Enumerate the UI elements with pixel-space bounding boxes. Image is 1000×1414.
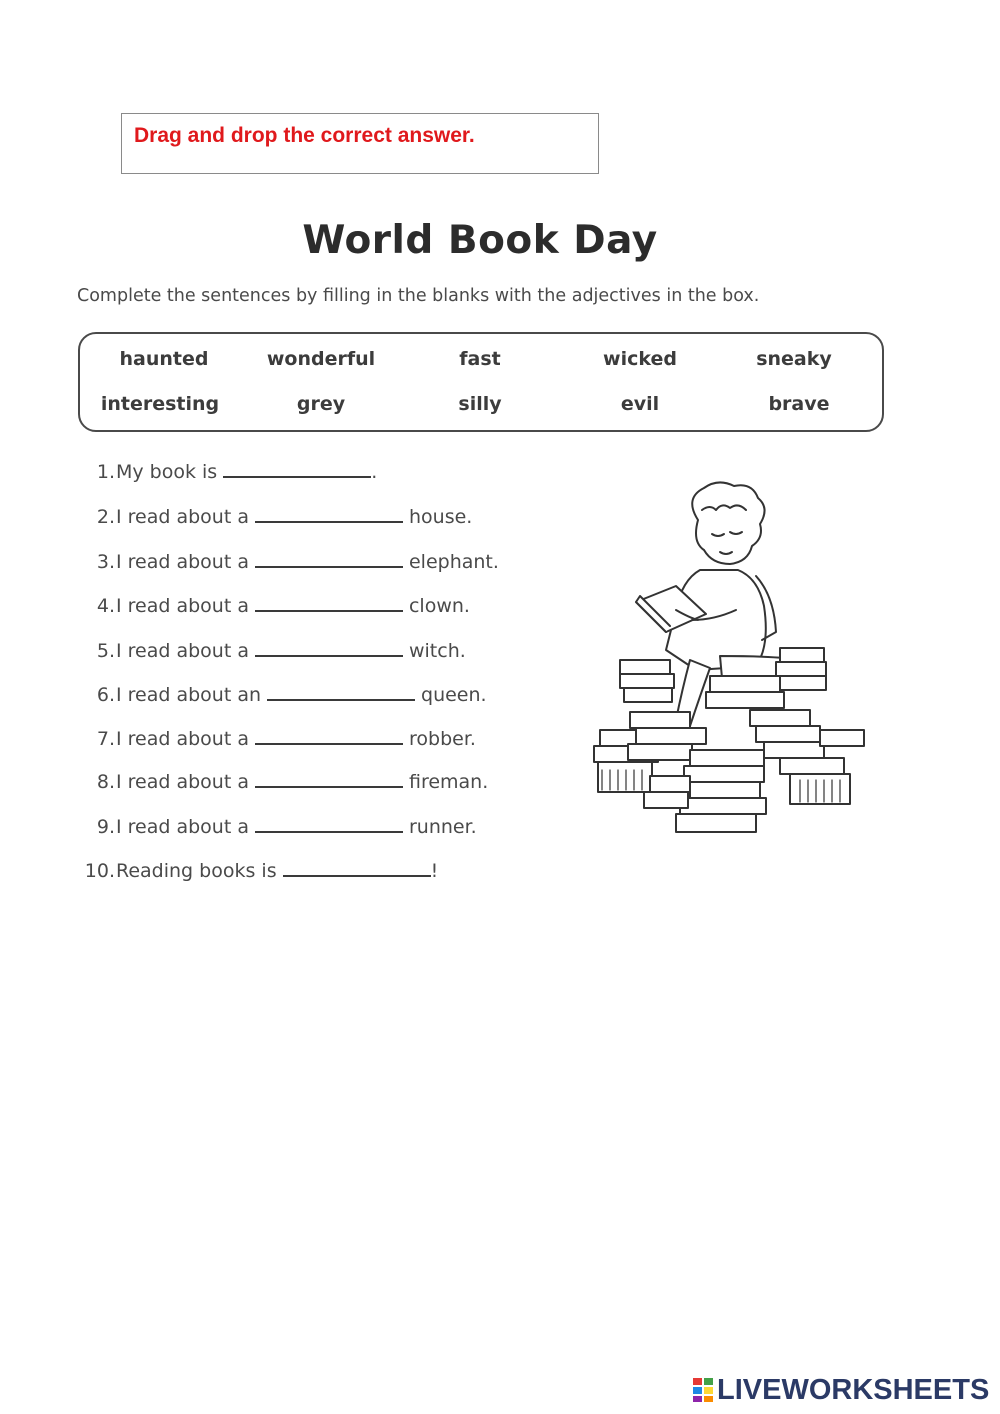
answer-blank[interactable]: [283, 853, 431, 877]
question-row: [75, 499, 472, 529]
answer-blank[interactable]: [223, 454, 371, 478]
question-text-before: My book is: [116, 461, 218, 483]
question-text-after: !: [430, 860, 439, 882]
word-brave[interactable]: brave: [768, 393, 830, 415]
question-row: [75, 764, 488, 794]
answer-blank[interactable]: [255, 633, 403, 657]
answer-blank[interactable]: [255, 588, 403, 612]
word-grey[interactable]: grey: [296, 393, 346, 415]
question-text-after: robber.: [408, 728, 476, 750]
question-row: [75, 853, 438, 883]
question-number: 1.: [96, 461, 115, 483]
question-text-after: elephant.: [408, 551, 499, 573]
subtitle: Complete the sentences by filling in the blanks with the adjectives in the box.: [77, 286, 760, 306]
question-text-before: I read about a: [116, 816, 249, 838]
question-text-after: house.: [408, 506, 473, 528]
question-text-before: I read about a: [116, 640, 249, 662]
question-number: 2.: [96, 506, 115, 528]
answer-blank[interactable]: [267, 677, 415, 701]
question-text-after: .: [371, 461, 378, 483]
question-row: [75, 677, 487, 707]
question-text-after: clown.: [408, 595, 470, 617]
answer-blank[interactable]: [255, 544, 403, 568]
question-text-after: witch.: [408, 640, 466, 662]
question-text-before: I read about an: [116, 684, 262, 706]
question-text-before: I read about a: [116, 551, 249, 573]
question-text-before: Reading books is: [116, 860, 277, 882]
word-evil[interactable]: evil: [620, 393, 660, 415]
instruction-box: [121, 113, 599, 174]
liveworksheets-logo-icon: [692, 1377, 714, 1403]
boy-reading-on-books-illustration: [580, 480, 880, 850]
question-row: [75, 454, 377, 484]
question-number: 9.: [96, 816, 115, 838]
question-text-after: queen.: [421, 684, 487, 706]
word-sneaky[interactable]: sneaky: [756, 348, 832, 370]
question-text-after: runner.: [408, 816, 477, 838]
word-interesting[interactable]: interesting: [100, 393, 220, 415]
word-wonderful[interactable]: wonderful: [266, 348, 376, 370]
word-silly[interactable]: silly: [458, 393, 502, 415]
liveworksheets-logo[interactable]: [692, 1373, 989, 1407]
instruction-text: Drag and drop the correct answer.: [134, 124, 475, 147]
word-wicked[interactable]: wicked: [603, 348, 677, 370]
question-text-before: I read about a: [116, 506, 249, 528]
answer-blank[interactable]: [255, 499, 403, 523]
question-row: [75, 809, 477, 839]
logo-text: LIVEWORKSHEETS: [717, 1373, 990, 1406]
page-title: World Book Day: [302, 218, 658, 263]
answer-blank[interactable]: [255, 764, 403, 788]
question-row: [75, 721, 476, 751]
answer-blank[interactable]: [255, 721, 403, 745]
question-number: 6.: [96, 684, 115, 706]
word-haunted[interactable]: haunted: [119, 348, 209, 370]
question-number: 8.: [96, 771, 115, 793]
question-row: [75, 544, 499, 574]
question-row: [75, 588, 470, 618]
question-number: 7.: [96, 728, 115, 750]
question-text-before: I read about a: [116, 771, 249, 793]
word-bank: [78, 332, 884, 432]
question-number: 5.: [96, 640, 115, 662]
question-number: 4.: [96, 595, 115, 617]
question-text-before: I read about a: [116, 595, 249, 617]
question-row: [75, 633, 466, 663]
question-text-after: fireman.: [408, 771, 489, 793]
answer-blank[interactable]: [255, 809, 403, 833]
word-fast[interactable]: fast: [459, 348, 501, 370]
question-number: 10.: [84, 860, 115, 882]
question-number: 3.: [96, 551, 115, 573]
question-text-before: I read about a: [116, 728, 249, 750]
